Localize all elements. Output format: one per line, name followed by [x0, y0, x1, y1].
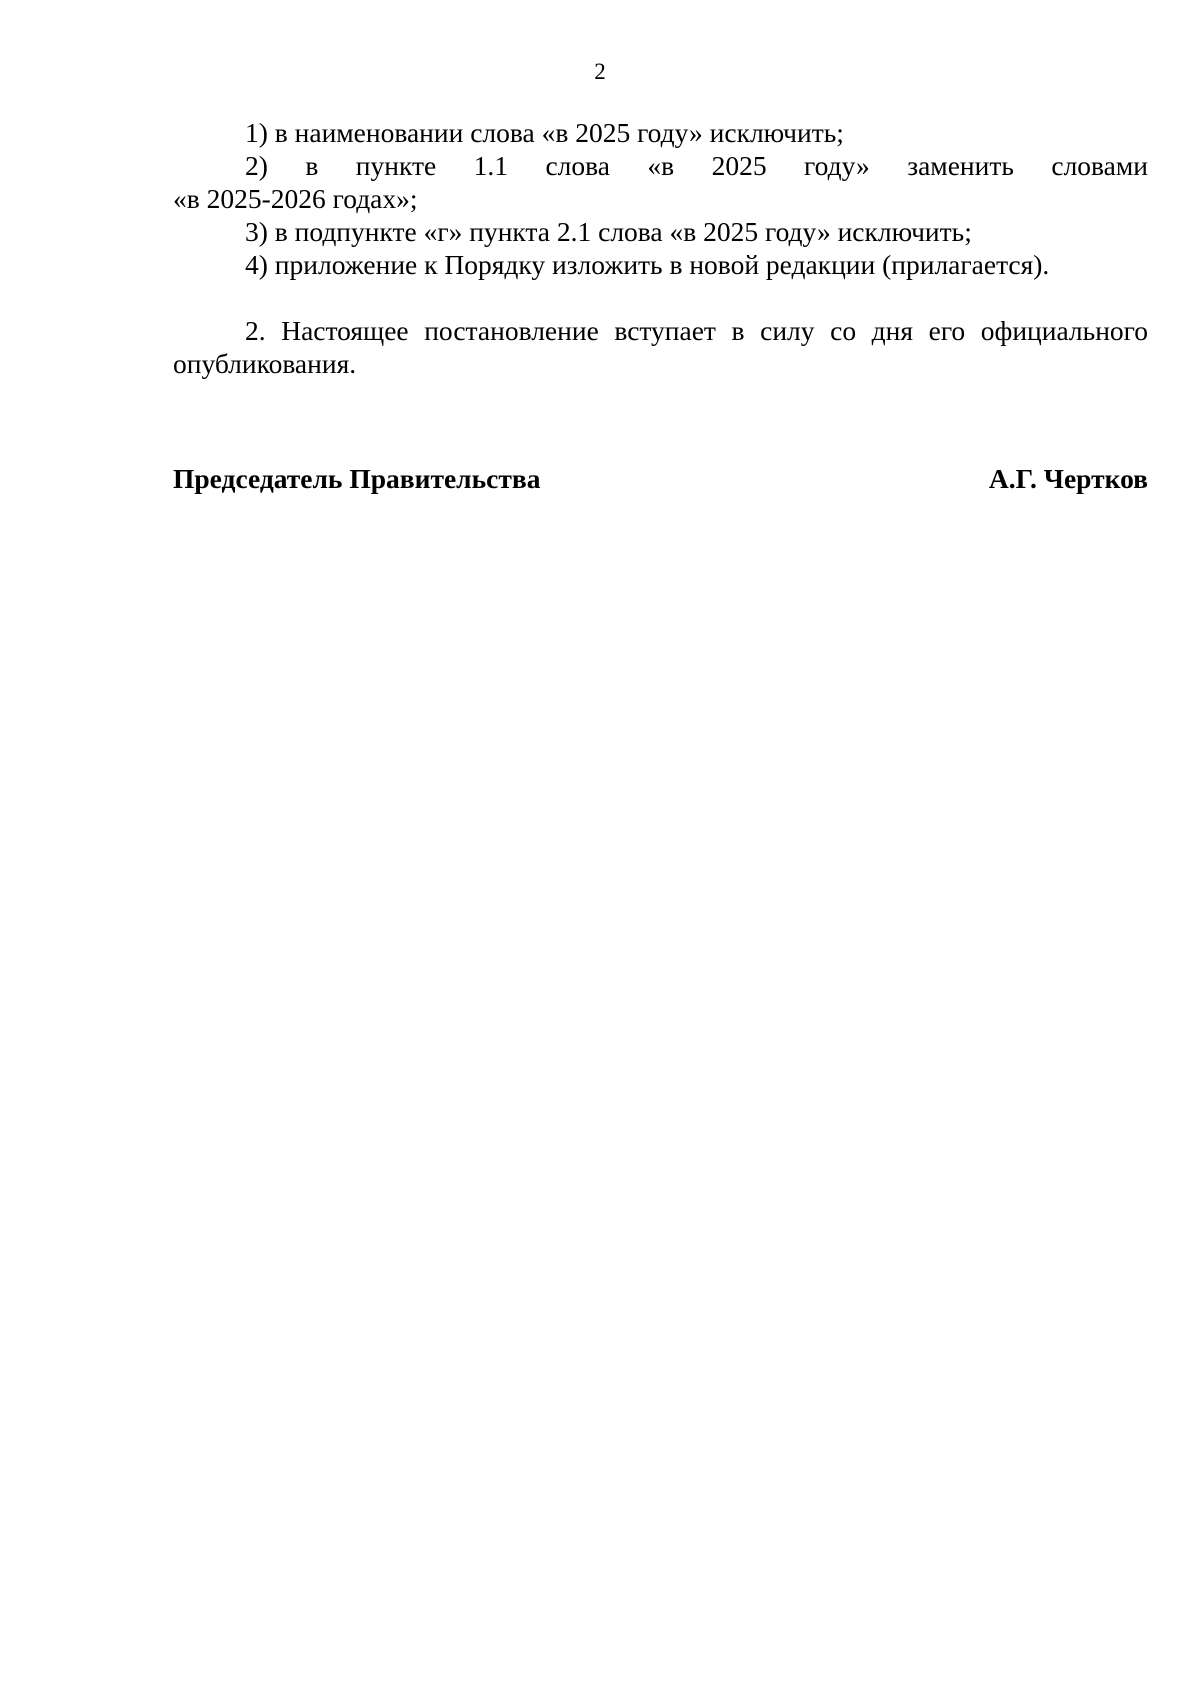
signatory-name: А.Г. Чертков: [988, 463, 1148, 494]
paragraph-spacer: [173, 281, 1148, 314]
signatory-position: Председатель Правительства: [173, 463, 541, 494]
paragraph-2: 2. Настоящее постановление вступает в силу со дня его официального опубликования.: [173, 315, 1148, 379]
amendment-item-1: 1) в наименовании слова «в 2025 году» исключить;: [245, 117, 844, 148]
amendment-item-3: 3) в подпункте «г» пункта 2.1 слова «в 2025 году» исключить;: [245, 216, 972, 247]
amendment-item-2-continuation: «в 2025-2026 годах»;: [173, 183, 418, 214]
document-body: [173, 116, 1148, 380]
signature-block: [173, 462, 1148, 495]
amendment-item-2: 2) в пункте 1.1 слова «в 2025 году» заменить словами: [245, 150, 1148, 181]
amendment-item-4: 4) приложение к Порядку изложить в новой редакции (прилагается).: [245, 249, 1050, 280]
page-number: 2: [594, 59, 606, 84]
